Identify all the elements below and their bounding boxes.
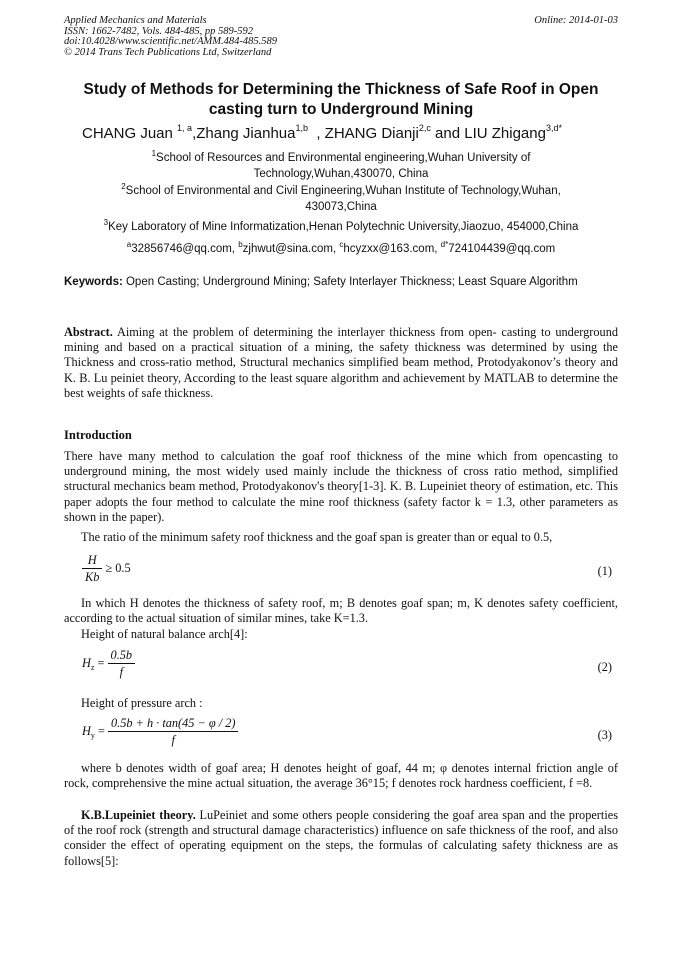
author-2: ,Zhang Jianhua	[192, 125, 296, 142]
affiliation-1	[64, 150, 618, 182]
issn-line: ISSN: 1662-7482, Vols. 484-485, pp 589-592	[64, 25, 253, 37]
affiliation-3-text: Key Laboratory of Mine Informatization,Henan Polytechnic University,Jiaozuo, 454000,China	[108, 221, 579, 233]
equation-2-numerator: 0.5b	[108, 648, 136, 664]
doi-line: doi:10.4028/www.scientific.net/AMM.484-485.589	[64, 36, 277, 47]
author-2-affil: 1,b	[295, 123, 308, 133]
intro-paragraph-4: Height of natural balance arch[4]:	[81, 627, 248, 641]
equation-2-lhs-sub: z	[90, 662, 95, 672]
affiliation-3-mark: 3	[103, 218, 109, 227]
email-c[interactable]: hcyzxx@163.com,	[343, 243, 441, 255]
intro-paragraph-6: where b denotes width of goaf area; H denotes height of goaf, 44 m; φ denotes internal friction angle of rock, comprehensive the mine actual situation, the average 36°15; f denotes rock hardness coefficient, f =8.	[64, 761, 618, 791]
affiliation-2	[64, 183, 618, 215]
abstract-section	[64, 325, 618, 401]
email-list	[64, 241, 618, 257]
equation-2: $H_z$ = $\frac{0.5b}{f}$ (2)	[82, 648, 612, 679]
equation-1-denominator: Kb	[85, 570, 100, 584]
affiliation-2-mark: 2	[121, 182, 126, 191]
intro-paragraph-1: There have many method to calculation the goaf roof thickness of the mine which from opencasting to underground mining, the most widely used mainly include the thickness of cross ratio method, simplified structural mechanics beam method, Protodyakonov's theory[1-3]. K. B. Lupeiniet theory of estimation, etc. This paper adopts the four method to calculate the mine roof thickness (safety factor k = 1.3, other parameters as shown in the paper).	[64, 449, 618, 524]
author-4: and LIU Zhigang	[430, 125, 546, 142]
equation-3-number: (3)	[597, 728, 612, 742]
lupeiniet-text: LuPeiniet and some others people considering the goaf area span and the properties of the roof rock (strength and structural damage characteristics) influence on safe thickness of the roof, and also consider the effect of operating equipment on the steps, the formulas of calculating safety thickness are as follows[5]:	[64, 808, 618, 868]
intro-paragraph-5: Height of pressure arch :	[81, 696, 203, 710]
equation-3-lhs-sub: y	[90, 730, 95, 740]
equation-2-fraction	[108, 648, 136, 680]
author-1-affil: 1, a	[177, 123, 193, 133]
equation-3-denominator: f	[171, 733, 175, 747]
email-a[interactable]: 32856746@qq.com,	[131, 243, 239, 255]
keywords-label: Keywords:	[64, 276, 123, 288]
email-a-mark: a	[126, 240, 132, 249]
intro-paragraph-7	[64, 808, 618, 869]
email-b[interactable]: zjhwut@sina.com,	[242, 243, 340, 255]
equation-2-lhs: H	[82, 655, 91, 670]
abstract-text: Aiming at the problem of determining the interlayer thickness from open- casting to underground mining and based on a practical situation of a mining, the safety thickness was determined by using the Thickness and cross-ratio method, Structural mechanics simplified beam method, Protodyakonov’s theory and K. B. Lu peiniet theory, According to the least square algorithm and achievement by MATLAB to determine the best weights of safe thickness.	[64, 325, 618, 400]
author-3-affil: 2,c	[418, 123, 431, 133]
equation-3-fraction	[108, 716, 239, 748]
equation-3: $H_y$ = $\frac{0.5b + h \cdot \tan(45 - \varphi / 2)}{f}$ (3)	[82, 716, 612, 747]
author-1: CHANG Juan	[82, 125, 178, 142]
copyright-line: © 2014 Trans Tech Publications Ltd, Switzerland	[64, 46, 272, 58]
email-c-mark: c	[339, 240, 344, 249]
author-3: , ZHANG Dianji	[308, 125, 419, 142]
affiliation-3	[64, 219, 618, 235]
online-date: Online: 2014-01-03	[534, 15, 618, 26]
email-b-mark: b	[238, 240, 243, 249]
equation-1-rhs: ≥ 0.5	[105, 560, 131, 575]
introduction-heading: Introduction	[64, 428, 132, 442]
paper-title: Study of Methods for Determining the Thickness of Safe Roof in Open casting turn to Underground Mining	[83, 81, 599, 118]
author-4-affil: 3,d*	[545, 123, 562, 133]
journal-header	[64, 16, 618, 58]
intro-paragraph-2: The ratio of the minimum safety roof thickness and the goaf span is greater than or equal to 0.5,	[81, 530, 553, 544]
abstract-label: Abstract.	[64, 325, 113, 339]
author-list	[82, 125, 636, 143]
keywords-section	[64, 275, 618, 291]
equation-2-denominator: f	[119, 665, 124, 679]
affiliation-1-text: School of Resources and Environmental engineering,Wuhan University of Technology,Wuhan,430070, China	[156, 152, 531, 180]
keywords-text: Open Casting; Underground Mining; Safety Interlayer Thickness; Least Square Algorithm	[122, 276, 578, 288]
equation-1-number: (1)	[597, 564, 612, 578]
equation-3-numerator: 0.5b + h · tan(45 − φ / 2)	[108, 716, 239, 732]
journal-name: Applied Mechanics and Materials	[64, 15, 207, 26]
equation-2-number: (2)	[597, 660, 612, 674]
equation-3-lhs: H	[82, 723, 91, 738]
equation-1-fraction	[82, 553, 102, 585]
equation-1	[82, 553, 618, 585]
email-d[interactable]: 724104439@qq.com	[448, 243, 556, 255]
lupeiniet-label: K.B.Lupeiniet theory.	[81, 808, 196, 822]
affiliation-2-text: School of Environmental and Civil Engineering,Wuhan Institute of Technology,Wuhan, 430073,China	[125, 185, 561, 213]
equation-1-numerator: H	[82, 553, 102, 569]
affiliation-1-mark: 1	[151, 149, 157, 158]
email-d-mark: d*	[440, 240, 449, 249]
intro-paragraph-3: In which H denotes the thickness of safety roof, m; B denotes goaf span; m, K denotes safety coefficient, according to the actual situation of similar mines, take K=1.3.	[64, 596, 618, 626]
